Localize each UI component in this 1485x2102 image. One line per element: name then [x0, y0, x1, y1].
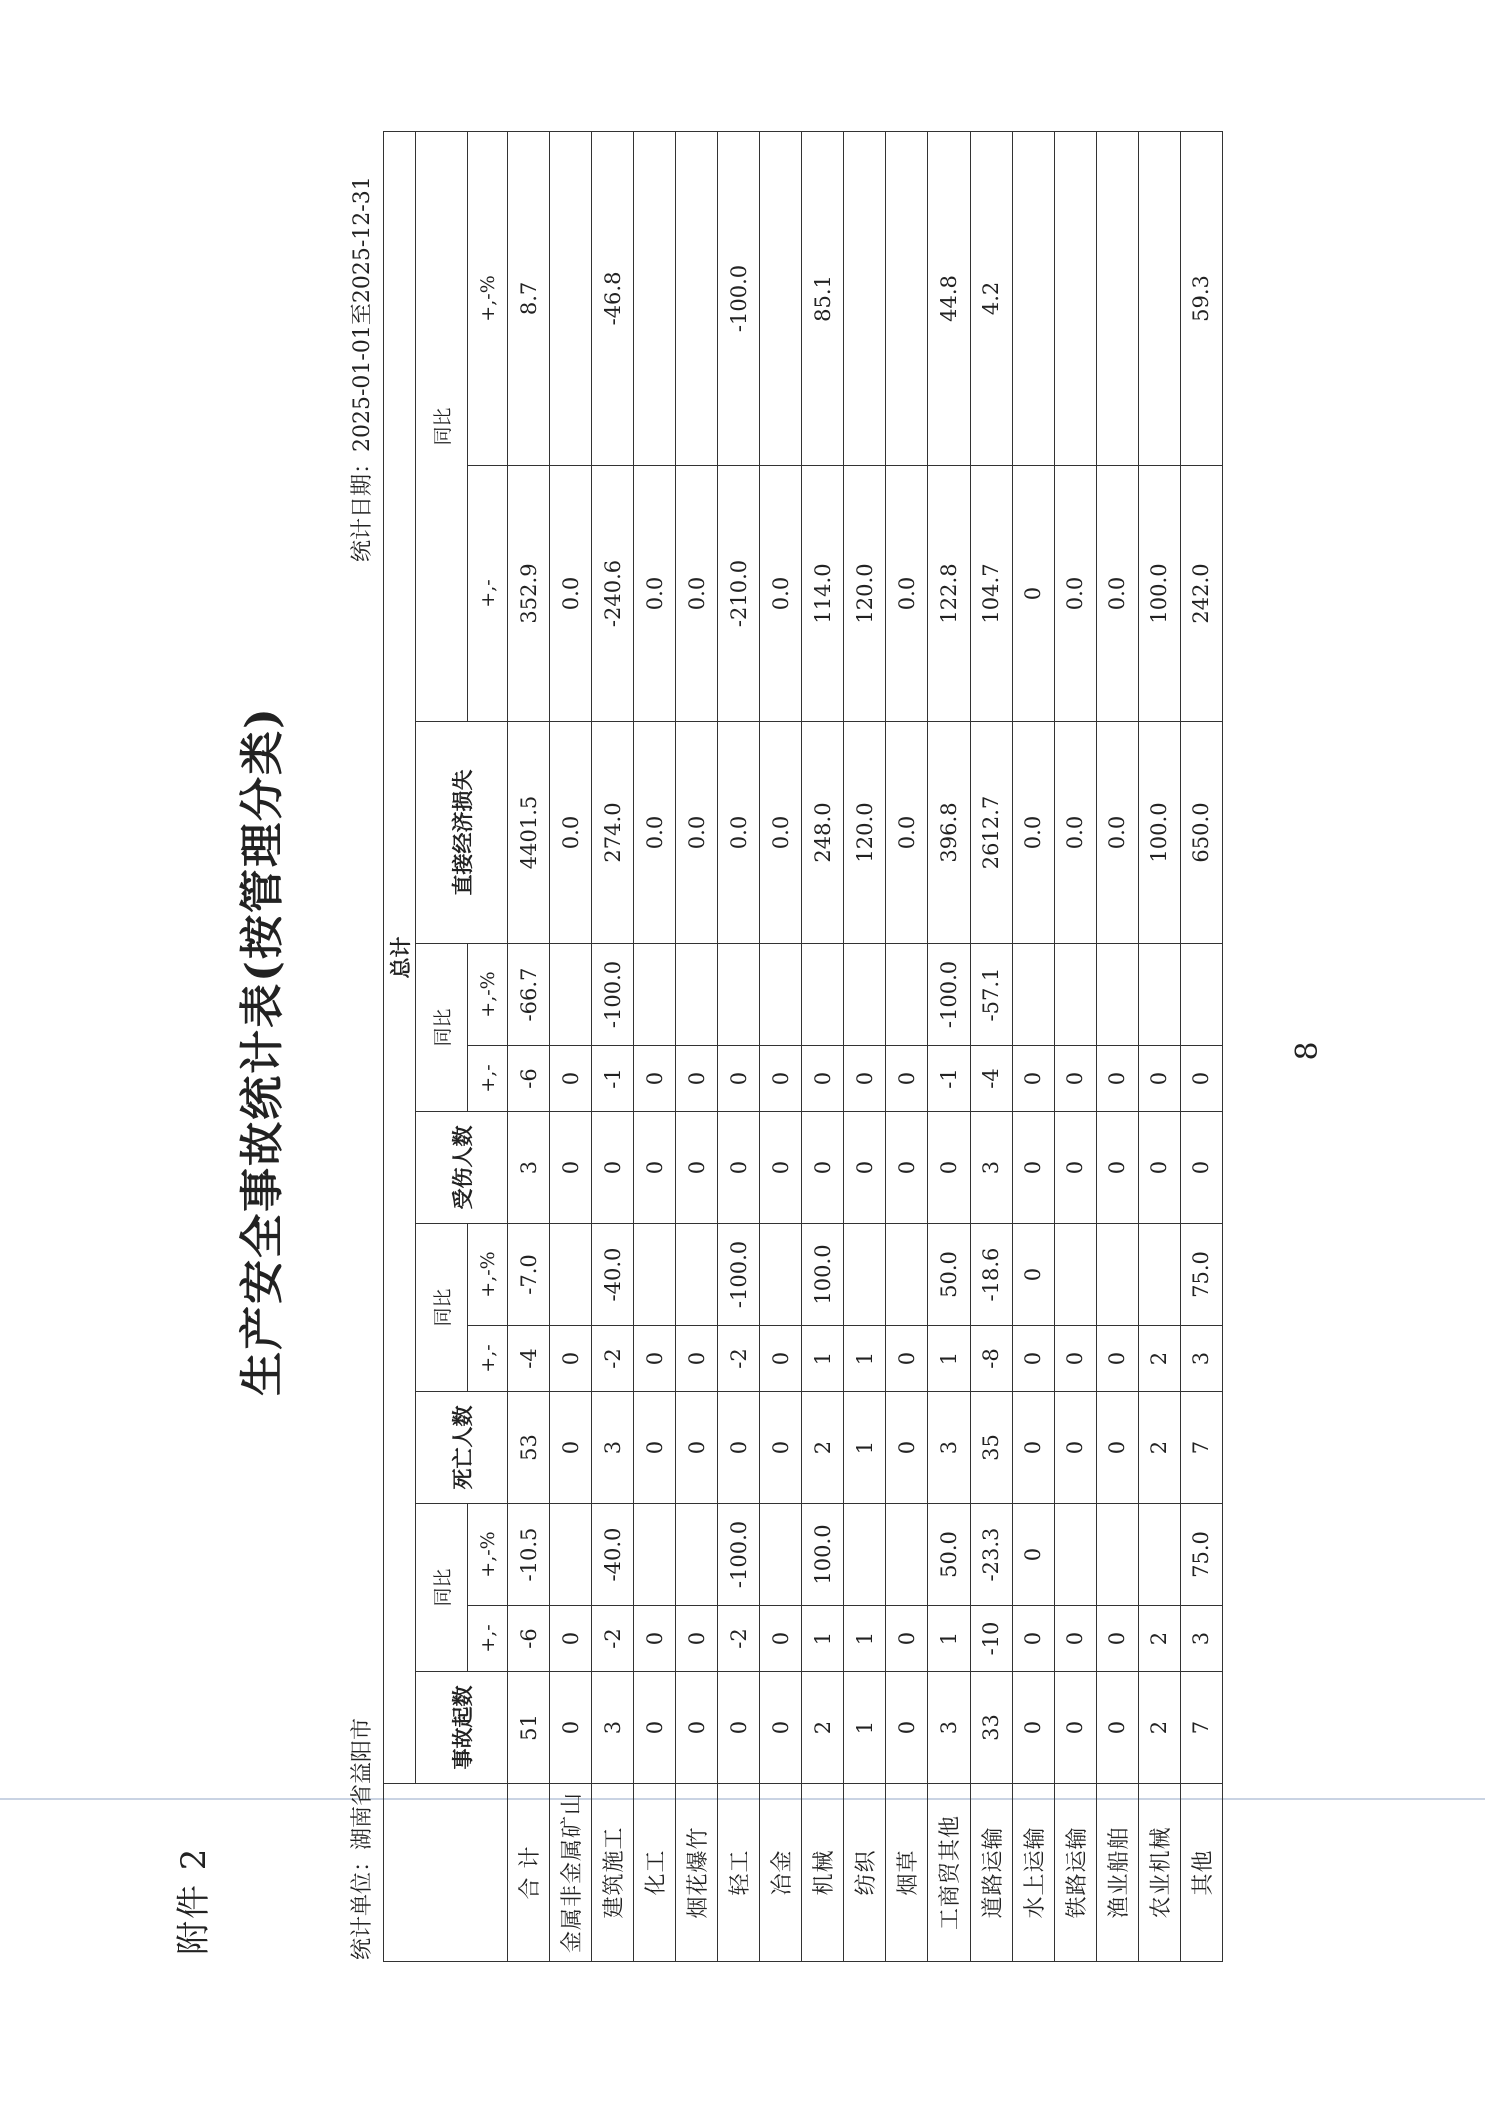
cell-injuries: 0 [928, 1112, 970, 1224]
cell-accidents-pct [760, 1504, 802, 1606]
row-name: 道路运输 [970, 1784, 1012, 1962]
col-deaths-pct: +,-% [468, 1224, 508, 1326]
cell-loss: 0.0 [1096, 722, 1138, 944]
cell-accidents-pct: 75.0 [1180, 1504, 1222, 1606]
cell-injuries-diff: 0 [802, 1046, 844, 1112]
cell-loss-pct [1012, 131, 1054, 465]
cell-accidents: 51 [508, 1672, 550, 1784]
cell-deaths: 0 [676, 1392, 718, 1504]
cell-accidents-pct [676, 1504, 718, 1606]
table-row [760, 131, 802, 1961]
row-name: 纺织 [844, 1784, 886, 1962]
unit-label: 统计单位：湖南省益阳市 [350, 1717, 375, 1960]
cell-injuries-pct [718, 944, 760, 1046]
cell-deaths-diff: -4 [508, 1326, 550, 1392]
cell-accidents: 1 [844, 1672, 886, 1784]
table-row [970, 131, 1012, 1961]
cell-loss: 0.0 [718, 722, 760, 944]
cell-accidents-pct [1138, 1504, 1180, 1606]
cell-accidents: 0 [1096, 1672, 1138, 1784]
cell-loss-diff: 122.8 [928, 466, 970, 722]
cell-deaths-diff: 1 [844, 1326, 886, 1392]
cell-injuries-diff: 0 [1012, 1046, 1054, 1112]
cell-loss-diff: 0.0 [550, 466, 592, 722]
cell-injuries: 0 [802, 1112, 844, 1224]
cell-loss-pct [1096, 131, 1138, 465]
cell-loss: 0.0 [760, 722, 802, 944]
cell-injuries-diff: 0 [634, 1046, 676, 1112]
cell-deaths-diff: 0 [676, 1326, 718, 1392]
cell-injuries: 3 [970, 1112, 1012, 1224]
cell-deaths-diff: 1 [928, 1326, 970, 1392]
cell-loss: 0.0 [634, 722, 676, 944]
cell-loss: 274.0 [592, 722, 634, 944]
cell-accidents: 0 [760, 1672, 802, 1784]
cell-injuries: 0 [844, 1112, 886, 1224]
cell-loss-pct [1054, 131, 1096, 465]
cell-accidents-pct: -100.0 [718, 1504, 760, 1606]
row-name: 铁路运输 [1054, 1784, 1096, 1962]
cell-accidents-pct: 50.0 [928, 1504, 970, 1606]
cell-loss-diff: 0.0 [1054, 466, 1096, 722]
cell-accidents: 0 [634, 1672, 676, 1784]
cell-deaths-diff: -2 [718, 1326, 760, 1392]
table-row [886, 131, 928, 1961]
cell-injuries-pct [550, 944, 592, 1046]
cell-injuries-diff: 0 [718, 1046, 760, 1112]
cell-accidents-diff: -2 [592, 1606, 634, 1672]
table-row [634, 131, 676, 1961]
row-name: 建筑施工 [592, 1784, 634, 1962]
cell-deaths-pct: 50.0 [928, 1224, 970, 1326]
cell-loss-pct: -100.0 [718, 131, 760, 465]
cell-deaths-pct [1138, 1224, 1180, 1326]
cell-deaths-pct [1054, 1224, 1096, 1326]
cell-injuries: 0 [1138, 1112, 1180, 1224]
cell-injuries: 0 [1096, 1112, 1138, 1224]
cell-deaths-pct [634, 1224, 676, 1326]
cell-accidents-diff: 0 [676, 1606, 718, 1672]
cell-injuries-diff: -4 [970, 1046, 1012, 1112]
cell-accidents-pct: -10.5 [508, 1504, 550, 1606]
cell-loss-diff: 0 [1012, 466, 1054, 722]
row-name: 合 计 [508, 1784, 550, 1962]
cell-accidents: 0 [550, 1672, 592, 1784]
row-name: 农业机械 [1138, 1784, 1180, 1962]
cell-loss-pct: 44.8 [928, 131, 970, 465]
cell-deaths: 3 [592, 1392, 634, 1504]
cell-accidents-diff: -10 [970, 1606, 1012, 1672]
cell-deaths-diff: 2 [1138, 1326, 1180, 1392]
date-label: 统计日期：2025-01-01至2025-12-31 [350, 176, 375, 562]
cell-injuries-diff: 0 [760, 1046, 802, 1112]
cell-accidents-diff: -2 [718, 1606, 760, 1672]
table-row [1180, 131, 1222, 1961]
cell-loss-diff: 0.0 [634, 466, 676, 722]
cell-loss-diff: 0.0 [886, 466, 928, 722]
cell-accidents-diff: 0 [634, 1606, 676, 1672]
cell-injuries: 0 [760, 1112, 802, 1224]
cell-deaths: 0 [760, 1392, 802, 1504]
col-injuries: 受伤人数 [416, 1112, 508, 1224]
cell-injuries-diff: -1 [592, 1046, 634, 1112]
cell-loss-diff: 104.7 [970, 466, 1012, 722]
cell-loss-pct: 85.1 [802, 131, 844, 465]
cell-accidents-pct [1054, 1504, 1096, 1606]
cell-injuries-pct: -66.7 [508, 944, 550, 1046]
cell-injuries-diff: 0 [550, 1046, 592, 1112]
cell-accidents-diff: -6 [508, 1606, 550, 1672]
cell-injuries-pct [1054, 944, 1096, 1046]
cell-accidents-diff: 1 [928, 1606, 970, 1672]
cell-deaths-pct [550, 1224, 592, 1326]
col-deaths-diff: +,- [468, 1326, 508, 1392]
col-accidents-diff: +,- [468, 1606, 508, 1672]
cell-accidents-diff: 0 [886, 1606, 928, 1672]
cell-accidents: 7 [1180, 1672, 1222, 1784]
cell-deaths: 0 [886, 1392, 928, 1504]
cell-deaths-pct: -40.0 [592, 1224, 634, 1326]
col-accidents-pct: +,-% [468, 1504, 508, 1606]
cell-deaths: 2 [1138, 1392, 1180, 1504]
cell-injuries-pct [760, 944, 802, 1046]
cell-injuries-diff: 0 [886, 1046, 928, 1112]
table-row [1096, 131, 1138, 1961]
cell-accidents: 3 [592, 1672, 634, 1784]
row-name: 烟草 [886, 1784, 928, 1962]
cell-loss-pct [1138, 131, 1180, 465]
cell-deaths-diff: -8 [970, 1326, 1012, 1392]
corner-cell [384, 1784, 508, 1962]
cell-deaths-diff: 0 [634, 1326, 676, 1392]
row-name: 其他 [1180, 1784, 1222, 1962]
cell-accidents: 33 [970, 1672, 1012, 1784]
cell-deaths: 53 [508, 1392, 550, 1504]
cell-injuries-pct [634, 944, 676, 1046]
cell-loss-pct [886, 131, 928, 465]
cell-deaths: 2 [802, 1392, 844, 1504]
cell-loss: 650.0 [1180, 722, 1222, 944]
cell-deaths-pct [844, 1224, 886, 1326]
cell-deaths: 35 [970, 1392, 1012, 1504]
cell-loss: 0.0 [1054, 722, 1096, 944]
table-row [844, 131, 886, 1961]
cell-loss-diff: 0.0 [760, 466, 802, 722]
row-name: 金属非金属矿山 [550, 1784, 592, 1962]
cell-accidents-diff: 1 [844, 1606, 886, 1672]
cell-deaths-diff: 0 [1096, 1326, 1138, 1392]
cell-deaths-pct [676, 1224, 718, 1326]
cell-loss: 0.0 [886, 722, 928, 944]
cell-loss: 4401.5 [508, 722, 550, 944]
col-loss-pct: +,-% [468, 131, 508, 465]
cell-accidents-pct [886, 1504, 928, 1606]
table-row [1138, 131, 1180, 1961]
cell-loss-pct: 8.7 [508, 131, 550, 465]
cell-deaths: 0 [1054, 1392, 1096, 1504]
row-name: 工商贸其他 [928, 1784, 970, 1962]
cell-loss-diff: 120.0 [844, 466, 886, 722]
cell-injuries: 0 [1012, 1112, 1054, 1224]
statistics-table-container [383, 132, 1223, 1962]
cell-deaths: 7 [1180, 1392, 1222, 1504]
cell-deaths: 0 [550, 1392, 592, 1504]
cell-injuries-diff: -1 [928, 1046, 970, 1112]
col-injuries-pct: +,-% [468, 944, 508, 1046]
cell-loss-diff: 242.0 [1180, 466, 1222, 722]
cell-loss: 120.0 [844, 722, 886, 944]
cell-loss: 396.8 [928, 722, 970, 944]
cell-injuries-diff: 0 [676, 1046, 718, 1112]
cell-injuries: 0 [550, 1112, 592, 1224]
cell-injuries: 0 [1054, 1112, 1096, 1224]
cell-loss-diff: -210.0 [718, 466, 760, 722]
cell-loss-diff: -240.6 [592, 466, 634, 722]
cell-deaths-diff: 0 [760, 1326, 802, 1392]
cell-accidents-pct [844, 1504, 886, 1606]
cell-accidents-pct: 0 [1012, 1504, 1054, 1606]
cell-accidents: 3 [928, 1672, 970, 1784]
cell-deaths-diff: 1 [802, 1326, 844, 1392]
cell-injuries-pct [1096, 944, 1138, 1046]
cell-deaths-pct [1096, 1224, 1138, 1326]
cell-deaths: 0 [1012, 1392, 1054, 1504]
cell-accidents-diff: 0 [1012, 1606, 1054, 1672]
cell-accidents-diff: 2 [1138, 1606, 1180, 1672]
cell-injuries-pct [802, 944, 844, 1046]
cell-injuries-pct [1012, 944, 1054, 1046]
cell-accidents-pct: -40.0 [592, 1504, 634, 1606]
cell-accidents-pct [634, 1504, 676, 1606]
col-injuries-diff: +,- [468, 1046, 508, 1112]
cell-accidents-pct: 100.0 [802, 1504, 844, 1606]
col-loss: 直接经济损失 [416, 722, 508, 944]
cell-accidents-diff: 0 [1096, 1606, 1138, 1672]
cell-injuries-pct [1180, 944, 1222, 1046]
cell-loss: 0.0 [1012, 722, 1054, 944]
cell-injuries-diff: 0 [1096, 1046, 1138, 1112]
cell-loss-pct: 59.3 [1180, 131, 1222, 465]
cell-accidents-pct [1096, 1504, 1138, 1606]
cell-deaths-pct [886, 1224, 928, 1326]
cell-loss-pct: -46.8 [592, 131, 634, 465]
row-name: 冶金 [760, 1784, 802, 1962]
table-row [676, 131, 718, 1961]
cell-injuries-diff: 0 [1138, 1046, 1180, 1112]
cell-injuries-diff: -6 [508, 1046, 550, 1112]
cell-injuries-pct [844, 944, 886, 1046]
cell-loss: 0.0 [550, 722, 592, 944]
cell-loss-pct [634, 131, 676, 465]
cell-accidents: 2 [1138, 1672, 1180, 1784]
cell-injuries-pct: -100.0 [928, 944, 970, 1046]
table-row [592, 131, 634, 1961]
table-row [550, 131, 592, 1961]
col-injuries-yoy: 同比 [416, 944, 468, 1112]
cell-injuries-pct [886, 944, 928, 1046]
cell-accidents-pct [550, 1504, 592, 1606]
cell-injuries-pct [1138, 944, 1180, 1046]
col-accidents: 事故起数 [416, 1672, 508, 1784]
cell-injuries: 3 [508, 1112, 550, 1224]
cell-deaths-pct: -7.0 [508, 1224, 550, 1326]
cell-injuries-pct [676, 944, 718, 1046]
row-name: 水上运输 [1012, 1784, 1054, 1962]
cell-deaths: 0 [718, 1392, 760, 1504]
cell-injuries: 0 [886, 1112, 928, 1224]
col-deaths: 死亡人数 [416, 1392, 508, 1504]
cell-loss-diff: 114.0 [802, 466, 844, 722]
cell-deaths: 0 [634, 1392, 676, 1504]
cell-deaths-diff: 0 [886, 1326, 928, 1392]
table-row [718, 131, 760, 1961]
page-number: 8 [1290, 1041, 1325, 1061]
cell-loss-diff: 0.0 [1096, 466, 1138, 722]
cell-accidents: 0 [886, 1672, 928, 1784]
cell-accidents-diff: 0 [550, 1606, 592, 1672]
col-loss-yoy: 同比 [416, 131, 468, 721]
table-row [1054, 131, 1096, 1961]
cell-accidents-diff: 0 [760, 1606, 802, 1672]
cell-deaths: 3 [928, 1392, 970, 1504]
cell-deaths-diff: 0 [1054, 1326, 1096, 1392]
cell-loss: 2612.7 [970, 722, 1012, 944]
cell-loss-diff: 100.0 [1138, 466, 1180, 722]
cell-deaths-diff: 3 [1180, 1326, 1222, 1392]
cell-accidents-pct: -23.3 [970, 1504, 1012, 1606]
cell-injuries: 0 [634, 1112, 676, 1224]
cell-deaths-pct [760, 1224, 802, 1326]
cell-deaths: 1 [844, 1392, 886, 1504]
cell-deaths-pct: 100.0 [802, 1224, 844, 1326]
cell-deaths-pct: 75.0 [1180, 1224, 1222, 1326]
page-title: 生产安全事故统计表(按管理分类) [237, 706, 288, 1396]
cell-deaths: 0 [1096, 1392, 1138, 1504]
row-name: 机械 [802, 1784, 844, 1962]
cell-accidents: 0 [718, 1672, 760, 1784]
table-row [802, 131, 844, 1961]
row-name: 渔业船舶 [1096, 1784, 1138, 1962]
row-name: 轻工 [718, 1784, 760, 1962]
cell-loss-pct [676, 131, 718, 465]
cell-injuries: 0 [718, 1112, 760, 1224]
cell-loss: 0.0 [676, 722, 718, 944]
cell-accidents: 0 [676, 1672, 718, 1784]
row-name: 化工 [634, 1784, 676, 1962]
cell-deaths-diff: 0 [1012, 1326, 1054, 1392]
cell-injuries-diff: 0 [844, 1046, 886, 1112]
col-deaths-yoy: 同比 [416, 1224, 468, 1392]
cell-accidents: 2 [802, 1672, 844, 1784]
cell-deaths-diff: -2 [592, 1326, 634, 1392]
cell-accidents: 0 [1012, 1672, 1054, 1784]
cell-accidents-diff: 3 [1180, 1606, 1222, 1672]
cell-injuries-diff: 0 [1054, 1046, 1096, 1112]
cell-accidents-diff: 1 [802, 1606, 844, 1672]
cell-injuries: 0 [1180, 1112, 1222, 1224]
statistics-table [383, 131, 1223, 1962]
cell-injuries-diff: 0 [1180, 1046, 1222, 1112]
cell-accidents-diff: 0 [1054, 1606, 1096, 1672]
cell-loss-diff: 352.9 [508, 466, 550, 722]
table-row [1012, 131, 1054, 1961]
cell-injuries-pct: -100.0 [592, 944, 634, 1046]
col-accidents-yoy: 同比 [416, 1504, 468, 1672]
cell-accidents: 0 [1054, 1672, 1096, 1784]
row-name: 烟花爆竹 [676, 1784, 718, 1962]
cell-loss-diff: 0.0 [676, 466, 718, 722]
attachment-label: 附件 2 [174, 1846, 214, 1955]
cell-loss-pct [844, 131, 886, 465]
cell-injuries-pct: -57.1 [970, 944, 1012, 1046]
group-header: 总计 [384, 131, 416, 1783]
cell-loss: 100.0 [1138, 722, 1180, 944]
cell-deaths-pct: -100.0 [718, 1224, 760, 1326]
cell-injuries: 0 [676, 1112, 718, 1224]
cell-deaths-pct: 0 [1012, 1224, 1054, 1326]
cell-loss: 248.0 [802, 722, 844, 944]
cell-loss-pct [760, 131, 802, 465]
table-row [508, 131, 550, 1961]
col-loss-diff: +,- [468, 466, 508, 722]
cell-deaths-pct: -18.6 [970, 1224, 1012, 1326]
cell-loss-pct: 4.2 [970, 131, 1012, 465]
cell-deaths-diff: 0 [550, 1326, 592, 1392]
table-row [928, 131, 970, 1961]
cell-injuries: 0 [592, 1112, 634, 1224]
cell-loss-pct [550, 131, 592, 465]
